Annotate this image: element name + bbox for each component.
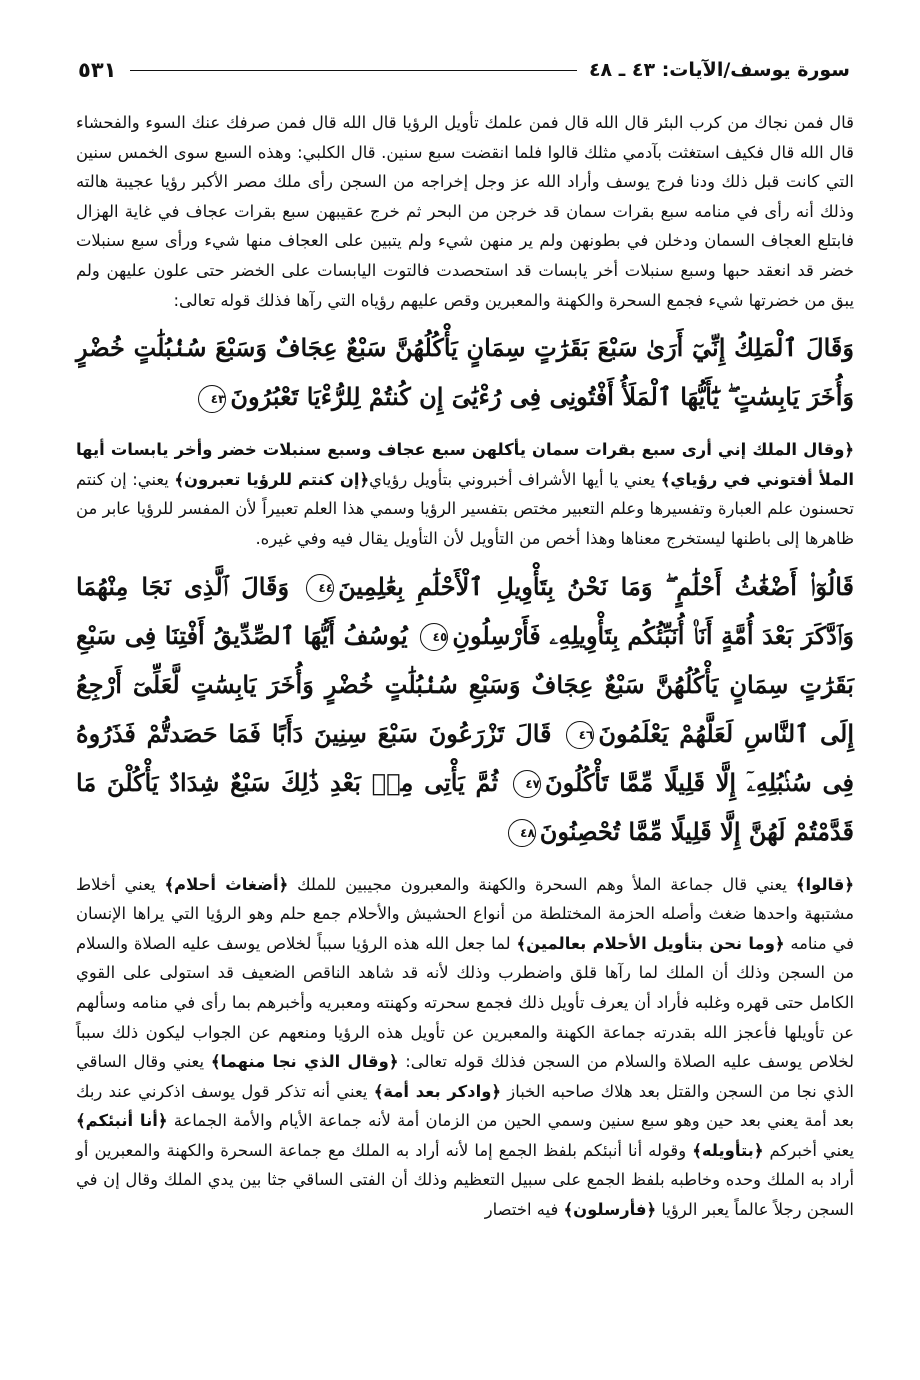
- commentary-text: يعني وقال الساقي الذي نجا من السجن والقتل بعد هلاك صاحبه الخباز: [76, 1052, 854, 1101]
- verse-number-marker: ٤٤: [306, 574, 334, 602]
- quoted-verse: ﴿فأرسلون﴾: [563, 1200, 657, 1220]
- quoted-verse: ﴿أضغاث أحلام﴾: [164, 874, 289, 894]
- commentary-paragraph-3: [76, 870, 854, 1225]
- verse-47-text: قَالَ تَزْرَعُونَ سَبْعَ سِنِينَ دَأَبًا فَمَا حَصَدتُّمْ فَذَرُوهُ فِى سُنۢبُلِهِۦٓ إِلَّا قَلِيلًا مِّمَّا تَأْكُلُونَ: [76, 718, 855, 797]
- running-title: سورة يوسف/الآيات: ٤٣ ـ ٤٨: [588, 59, 850, 81]
- quoted-verse: ﴿إن كنتم للرؤيا تعبرون﴾: [174, 469, 370, 489]
- header-rule: [130, 70, 577, 71]
- verse-48-text: ثُمَّ يَأْتِى مِنۢ بَعْدِ ذَٰلِكَ سَبْعٌ شِدَادٌ يَأْكُلْنَ مَا قَدَّمْتُمْ لَهُنَّ إِلَّا قَلِيلًا مِّمَّا تُحْصِنُونَ: [76, 767, 854, 846]
- commentary-text: لما جعل الله هذه الرؤيا سبباً لخلاص يوسف عليه الصلاة والسلام من السجن وذلك أن الملك لما رآها قلق واضطرب وذلك لأنه قد شاهد الناقص الضعيف قد استولى على القوي الكامل حتى قهره وغلبه فأراد أن يعرف تأويل ذلك فجمع سحرته وكهنته ومعبريه وأخبرهم بما رأى في منامه وسألهم عن تأويلها فأعجز الله بقدرته جماعة الكهنة والمعبرين عن تأويل هذه الرؤيا ومنعهم عن الجواب ليكون ذلك سبباً لخلاص يوسف عليه الصلاة والسلام من السجن فذلك قوله تعالى:: [76, 933, 854, 1072]
- commentary-text: يعني أخلاط مشتبهة واحدها ضغث وأصله الحزمة المختلطة من أنواع الحشيش والأحلام جمع حلم وهو الرؤيا التي يراها الإنسان في منامه: [76, 874, 854, 953]
- verse-number-marker: ٤٨: [508, 819, 536, 847]
- commentary-paragraph-1: قال فمن نجاك من كرب البئر قال الله قال فمن علمك تأويل الرؤيا قال الله قال فمن صرفك عنك السوء والفحشاء قال الله قال فكيف استغثت بآدمي مثلك قالوا فلما انقضت سبع سنين. قال الكلبي: وهذه السبع سوى الخمس سنين التي كانت قبل ذلك ودنا فرج يوسف وأراد الله عز وجل إخراجه من السجن رأى ملك مصر الأكبر رؤيا عجيبة هالته وذلك أنه رأى في منامه سبع بقرات سمان قد خرجن من البحر ثم خرج عقيبهن سبع بقرات عجاف في غاية الهزال فابتلع العجاف السمان ودخلن في بطونهن ولم ير منهن شيء ولم يتبين على العجاف منها شيء ورأى سبع سنبلات خضر قد انعقد حبها وسبع سنبلات أخر يابسات قد استحصدت فالتوت اليابسات على الخضر حتى علون عليهن ولم يبق من خضرتها شيء فجمع السحرة والكهنة والمعبرين وقص عليهم رؤياه التي رآها فذلك قوله تعالى:: [76, 113, 854, 310]
- quoted-verse: ﴿بتأويله﴾: [692, 1140, 764, 1160]
- quran-verse-block-1: [76, 323, 854, 421]
- commentary-text: يعني قال جماعة الملأ وهم السحرة والكهنة والمعبرون مجيبين للملك: [288, 874, 796, 894]
- page-body: [76, 108, 854, 1225]
- commentary-text: يعني أنه تذكر قول يوسف اذكرني عند ربك بعد أمة يعني بعد حين وهو سبع سنين وسمي الحين من الزمان أمة لأنه جماعة الأيام والأمة الجماعة: [76, 1081, 854, 1131]
- quran-verse-block-2: [76, 562, 854, 856]
- verse-45-text: وَقَالَ ٱلَّذِى نَجَا مِنْهُمَا وَٱدَّكَرَ بَعْدَ أُمَّةٍ أَنَا۠ أُنَبِّئُكُم بِتَأْوِيلِهِۦ فَأَرْسِلُونِ: [76, 571, 854, 650]
- commentary-text: وقوله أنا أنبئكم بلفظ الجمع إما لأنه أراد به الملك مع جماعة السحرة والكهنة والمعبرين أو أراد به الملك وحده وخاطبه بلفظ الجمع على سبيل التعظيم وذلك أن الفتى الساقي جثا بين يدي الملك وقال إن في السجن رجلاً عالماً يعبر الرؤيا: [76, 1140, 854, 1220]
- verse-number-marker: ٤٥: [420, 623, 448, 651]
- commentary-paragraph-2: [76, 435, 854, 553]
- verse-44-text: قَالُوٓا۟ أَضْغَٰثُ أَحْلَٰمٍ ۖ وَمَا نَحْنُ بِتَأْوِيلِ ٱلْأَحْلَٰمِ بِعَٰلِمِينَ: [338, 571, 854, 601]
- quoted-verse: ﴿وما نحن بتأويل الأحلام بعالمين﴾: [516, 933, 785, 953]
- verse-46-text: يُوسُفُ أَيُّهَا ٱلصِّدِّيقُ أَفْتِنَا فِى سَبْعِ بَقَرَٰتٍ سِمَانٍ يَأْكُلُهُنَّ سَبْعٌ عِجَافٌ وَسَبْعِ سُنۢبُلَٰتٍ خُضْرٍ وَأُخَرَ يَابِسَٰتٍ لَّعَلِّىٓ أَرْجِعُ إِلَى ٱلنَّاسِ لَعَلَّهُمْ يَعْلَمُونَ: [76, 620, 854, 748]
- page-number: ٥٣١: [78, 58, 117, 82]
- verse-number-marker: ٤٣: [198, 385, 226, 413]
- commentary-text: يعني أخبركم: [763, 1140, 855, 1160]
- verse-number-marker: ٤٧: [513, 770, 541, 798]
- verse-43-text: وَقَالَ ٱلْمَلِكُ إِنِّيٓ أَرَىٰ سَبْعَ بَقَرَٰتٍ سِمَانٍ يَأْكُلُهُنَّ سَبْعٌ عِجَافٌ وَسَبْعَ سُنۢبُلَٰتٍ خُضْرٍ وَأُخَرَ يَابِسَٰتٍ ۖ يَٰٓأَيُّهَا ٱلْمَلَأُ أَفْتُونِى فِى رُءْيَٰىَ إِن كُنتُمْ لِلرُّءْيَا تَعْبُرُونَ: [76, 333, 854, 412]
- commentary-text: يعني يا أيها الأشراف أخبروني بتأويل رؤياي: [369, 469, 661, 489]
- page-header: [78, 56, 850, 84]
- quoted-verse: ﴿وقال الملك إني أرى سبع بقرات سمان يأكلهن سبع عجاف وسبع سنبلات خضر وأخر يابسات أيها الملأ أفتوني في رؤياي﴾: [76, 440, 854, 489]
- quoted-verse: ﴿قالوا﴾: [795, 874, 854, 894]
- quoted-verse: ﴿وادكر بعد أمة﴾: [373, 1081, 501, 1101]
- verse-number-marker: ٤٦: [566, 721, 594, 749]
- commentary-text: فيه اختصار: [484, 1200, 564, 1220]
- commentary-text: يعني: إن كنتم تحسنون علم العبارة وتفسيرها وعلم التعبير مختص بتفسير الرؤيا وسمي هذا العلم تعبيراً لأن المفسر للرؤيا عابر من ظاهرها إلى باطنها ليستخرج معناها وهذا أخص من التأويل لأن التأويل يقال فيه وفي غيره.: [76, 469, 854, 548]
- quoted-verse: ﴿وقال الذي نجا منهما﴾: [210, 1052, 399, 1072]
- quoted-verse: ﴿أنا أنبئكم﴾: [76, 1111, 168, 1131]
